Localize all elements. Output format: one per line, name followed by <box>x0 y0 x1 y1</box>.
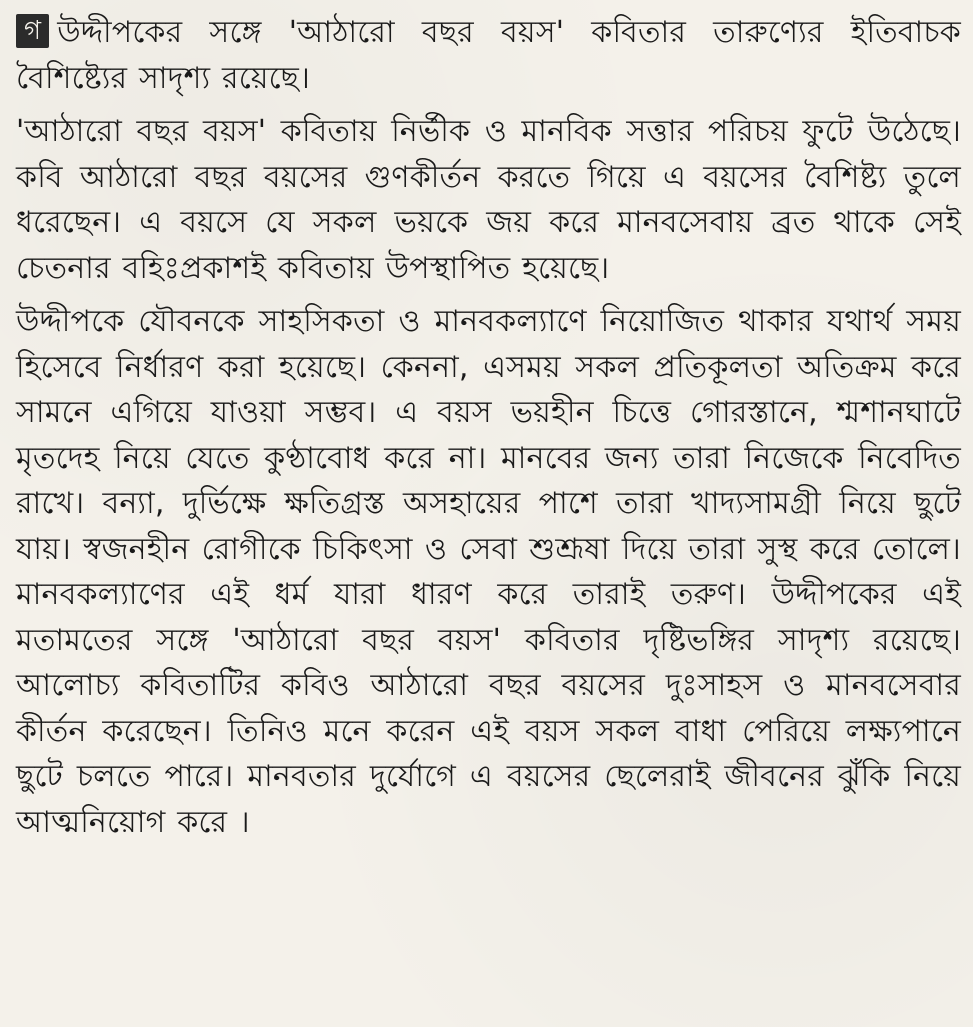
paragraph-1-text: উদ্দীপকের সঙ্গে 'আঠারো বছর বয়স' কবিতার তারুণ্যের ইতিবাচক বৈশিষ্ট্যের সাদৃশ্য রয়েছে। <box>16 15 961 96</box>
paragraph-3: উদ্দীপকে যৌবনকে সাহসিকতা ও মানবকল্যাণে নিয়োজিত থাকার যথার্থ সময় হিসেবে নির্ধারণ করা হয়েছে। কেননা, এসময় সকল প্রতিকূলতা অতিক্রম করে সামনে এগিয়ে যাওয়া সম্ভব। এ বয়স ভয়হীন চিত্তে গোরস্তানে, শ্মশানঘাটে মৃতদেহ নিয়ে যেতে কুণ্ঠাবোধ করে না। মানবের জন্য তারা নিজেকে নিবেদিত রাখে। বন্যা, দুর্ভিক্ষে ক্ষতিগ্রস্ত অসহায়ের পাশে তারা খাদ্যসামগ্রী নিয়ে ছুটে যায়। স্বজনহীন রোগীকে চিকিৎসা ও সেবা শুশ্রূষা দিয়ে তারা সুস্থ করে তোলে। মানবকল্যাণের এই ধর্ম যারা ধারণ করে তারাই তরুণ। উদ্দীপকের এই মতামতের সঙ্গে 'আঠারো বছর বয়স' কবিতার দৃষ্টিভঙ্গির সাদৃশ্য রয়েছে। আলোচ্য কবিতাটির কবিও আঠারো বছর বয়সের দুঃসাহস ও মানবসেবার কীর্তন করেছেন। তিনিও মনে করেন এই বয়স সকল বাধা পেরিয়ে লক্ষ্যপানে ছুটে চলতে পারে। মানবতার দুর্যোগে এ বয়সের ছেলেরাই জীবনের ঝুঁকি নিয়ে আত্মনিয়োগ করে । <box>16 304 961 840</box>
answer-label-badge: গ <box>16 14 49 48</box>
paragraph-2: 'আঠারো বছর বয়স' কবিতায় নির্ভীক ও মানবিক সত্তার পরিচয় ফুটে উঠেছে। কবি আঠারো বছর বয়সের গুণকীর্তন করতে গিয়ে এ বয়সের বৈশিষ্ট্য তুলে ধরেছেন। এ বয়সে যে সকল ভয়কে জয় করে মানবসেবায় ব্রত থাকে সেই চেতনার বহিঃপ্রকাশই কবিতায় উপস্থাপিত হয়েছে। <box>16 114 961 286</box>
paragraph-1 <box>16 10 961 101</box>
